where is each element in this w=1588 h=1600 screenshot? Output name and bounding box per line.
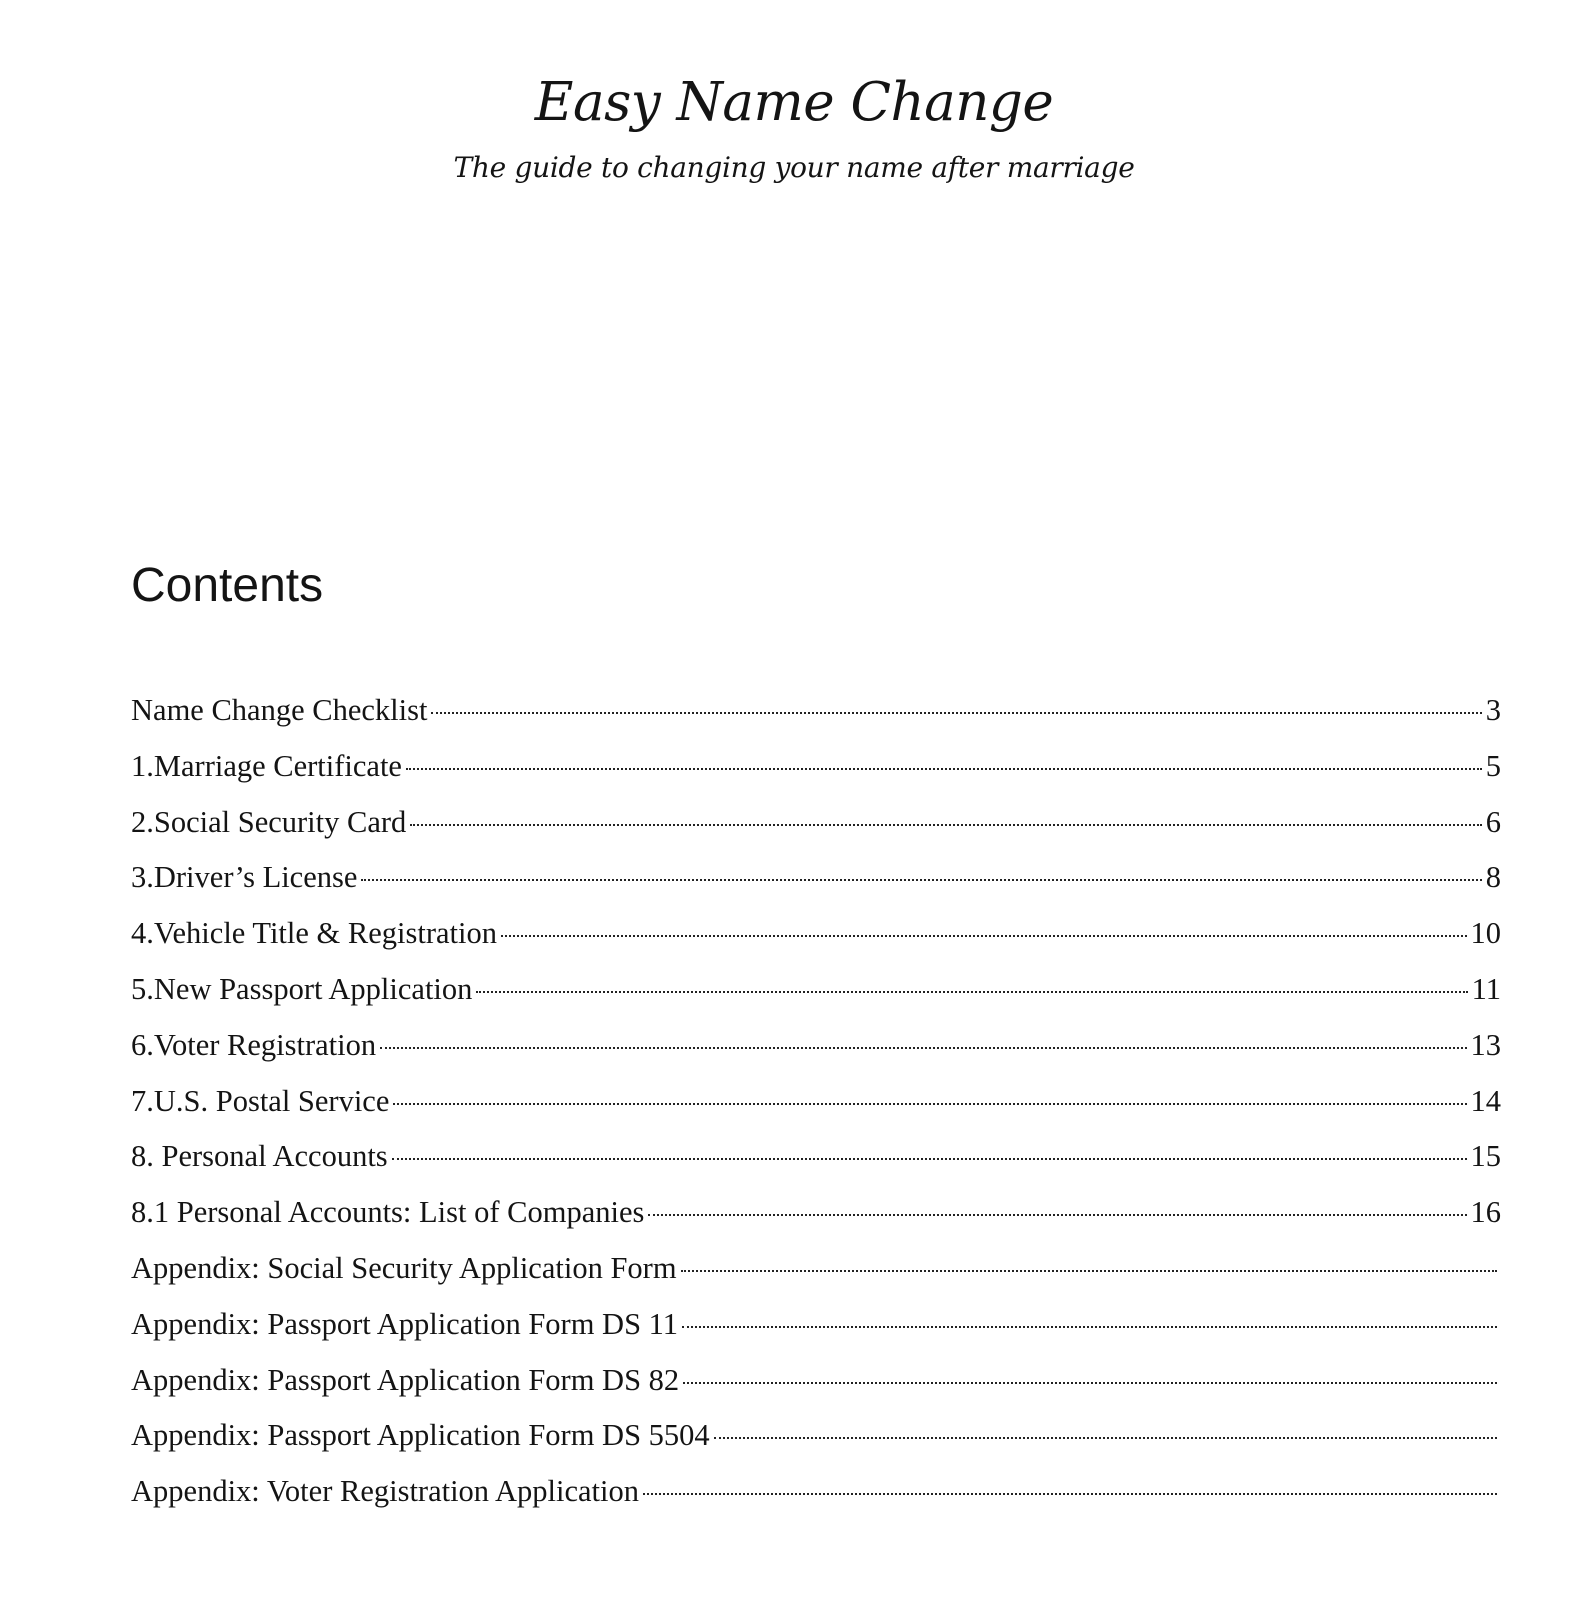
toc-entry-label: 4.Vehicle Title & Registration — [131, 916, 497, 951]
toc-page-number: 5 — [1485, 748, 1501, 783]
toc-entry-voter-registration[interactable] — [131, 1025, 1501, 1081]
toc-entry-label: 1.Marriage Certificate — [131, 748, 402, 783]
toc-entry-appendix-passport-ds5504[interactable] — [131, 1415, 1501, 1471]
contents-heading: Contents — [131, 559, 324, 612]
toc-page-number: 16 — [1470, 1195, 1501, 1230]
toc-page-number: 8 — [1485, 860, 1501, 895]
toc-entry-appendix-social-security-form[interactable] — [131, 1248, 1501, 1304]
toc-entry-label: Appendix: Passport Application Form DS 82 — [131, 1362, 680, 1397]
toc-entry-vehicle-title-registration[interactable] — [131, 913, 1501, 969]
document-subtitle: The guide to changing your name after marriage — [453, 151, 1135, 184]
toc-dot-leader — [648, 1214, 1466, 1216]
toc-dot-leader — [431, 712, 1481, 714]
toc-entry-label: Appendix: Voter Registration Application — [131, 1474, 640, 1509]
toc-entry-label: Name Change Checklist — [131, 693, 428, 727]
toc-entry-label: Appendix: Passport Application Form DS 5504 — [131, 1418, 710, 1453]
toc-page-number: 6 — [1485, 804, 1501, 839]
toc-dot-leader — [476, 991, 1467, 993]
toc-dot-leader — [380, 1047, 1466, 1049]
toc-entry-drivers-license[interactable] — [131, 857, 1501, 913]
document-title: Easy Name Change — [534, 72, 1054, 133]
toc-entry-label: 8.1 Personal Accounts: List of Companies — [131, 1195, 645, 1230]
toc-page-number: 15 — [1470, 1139, 1501, 1174]
toc-dot-leader — [410, 824, 1481, 826]
toc-page-number: 11 — [1471, 971, 1501, 1006]
toc-entry-social-security-card[interactable] — [131, 802, 1501, 858]
toc-entry-appendix-voter-registration[interactable] — [131, 1471, 1501, 1527]
toc-entry-label: 2.Social Security Card — [131, 804, 407, 839]
toc-entry-label: 3.Driver’s License — [131, 860, 358, 895]
toc-dot-leader — [714, 1437, 1497, 1439]
table-of-contents — [131, 690, 1501, 1527]
toc-entry-label: 8. Personal Accounts — [131, 1139, 388, 1174]
toc-dot-leader — [392, 1158, 1467, 1160]
toc-entry-personal-accounts[interactable] — [131, 1136, 1501, 1192]
toc-dot-leader — [643, 1493, 1497, 1495]
toc-page-number: 10 — [1470, 916, 1501, 951]
toc-entry-appendix-passport-ds11[interactable] — [131, 1304, 1501, 1360]
toc-dot-leader — [361, 879, 1481, 881]
toc-dot-leader — [683, 1382, 1497, 1384]
toc-entry-new-passport-application[interactable] — [131, 969, 1501, 1025]
toc-entry-label: 6.Voter Registration — [131, 1027, 377, 1062]
toc-page-number: 13 — [1470, 1027, 1501, 1062]
toc-dot-leader — [406, 768, 1482, 770]
toc-entry-name-change-checklist[interactable] — [131, 690, 1501, 746]
toc-entry-personal-accounts-companies[interactable] — [131, 1192, 1501, 1248]
toc-dot-leader — [393, 1103, 1466, 1105]
toc-entry-label: 7.U.S. Postal Service — [131, 1083, 390, 1118]
toc-entry-appendix-passport-ds82[interactable] — [131, 1360, 1501, 1416]
toc-entry-label: Appendix: Social Security Application Form — [131, 1250, 677, 1285]
toc-dot-leader — [681, 1270, 1497, 1272]
toc-page-number: 3 — [1485, 693, 1501, 727]
toc-entry-us-postal-service[interactable] — [131, 1081, 1501, 1137]
toc-dot-leader — [682, 1326, 1497, 1328]
toc-entry-label: Appendix: Passport Application Form DS 11 — [131, 1306, 679, 1341]
toc-entry-label: 5.New Passport Application — [131, 971, 473, 1006]
toc-entry-marriage-certificate[interactable] — [131, 746, 1501, 802]
toc-page-number: 14 — [1470, 1083, 1501, 1118]
toc-dot-leader — [501, 935, 1467, 937]
